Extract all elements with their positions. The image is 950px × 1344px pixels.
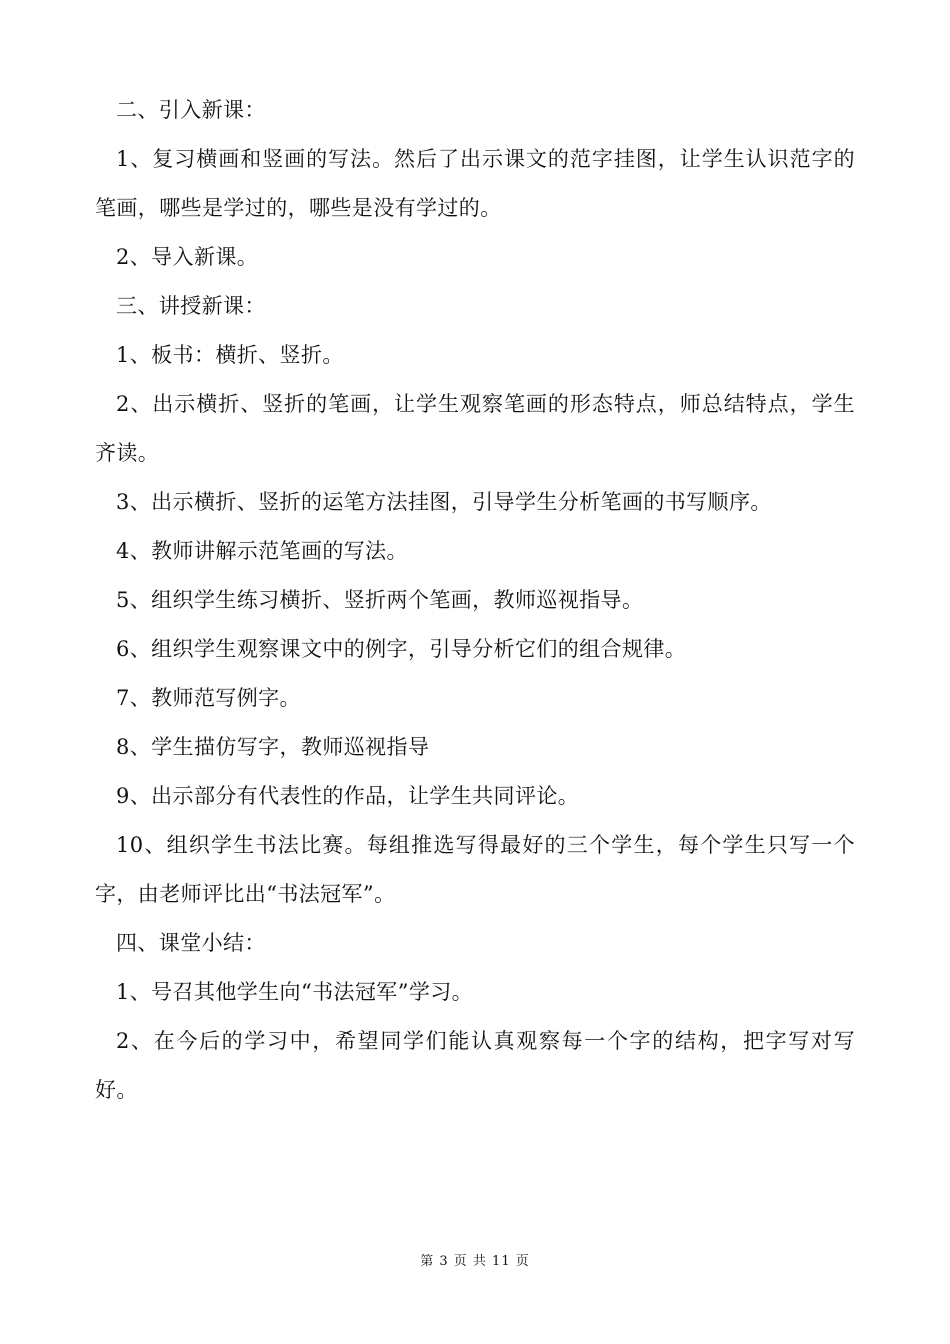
paragraph: 4、教师讲解示范笔画的写法。: [116, 539, 408, 563]
section-heading: 四、课堂小结：: [116, 931, 266, 955]
paragraph: 3、出示横折、竖折的运笔方法挂图，引导学生分析笔画的书写顺序。: [116, 490, 772, 514]
page-number-footer: 第 3 页 共 11 页: [420, 1254, 530, 1269]
paragraph: 2、导入新课。: [116, 245, 259, 269]
paragraph: 7、教师范写例字。: [116, 686, 301, 710]
paragraph: 1、板书：横折、竖折。: [116, 343, 344, 367]
section-heading: 二、引入新课：: [116, 98, 266, 122]
paragraph: 6、组织学生观察课文中的例字，引导分析它们的组合规律。: [116, 637, 687, 661]
document-body: [95, 86, 855, 1115]
paragraph: 8、学生描仿写字，教师巡视指导: [116, 735, 430, 759]
section-heading: 三、讲授新课：: [116, 294, 266, 318]
paragraph: 1、复习横画和竖画的写法。然后了出示课文的范字挂图，让学生认识范字的笔画，哪些是学过的，哪些是没有学过的。: [95, 147, 855, 220]
paragraph: 9、出示部分有代表性的作品，让学生共同评论。: [116, 784, 580, 808]
paragraph: 5、组织学生练习横折、竖折两个笔画，教师巡视指导。: [116, 588, 644, 612]
paragraph: 10、组织学生书法比赛。每组推选写得最好的三个学生，每个学生只写一个字，由老师评比出“书法冠军”。: [95, 833, 855, 906]
paragraph: 1、号召其他学生向“书法冠军”学习。: [116, 980, 474, 1004]
paragraph: 2、出示横折、竖折的笔画，让学生观察笔画的形态特点，师总结特点，学生齐读。: [95, 392, 855, 465]
paragraph: 2、在今后的学习中，希望同学们能认真观察每一个字的结构，把字写对写好。: [95, 1029, 855, 1102]
